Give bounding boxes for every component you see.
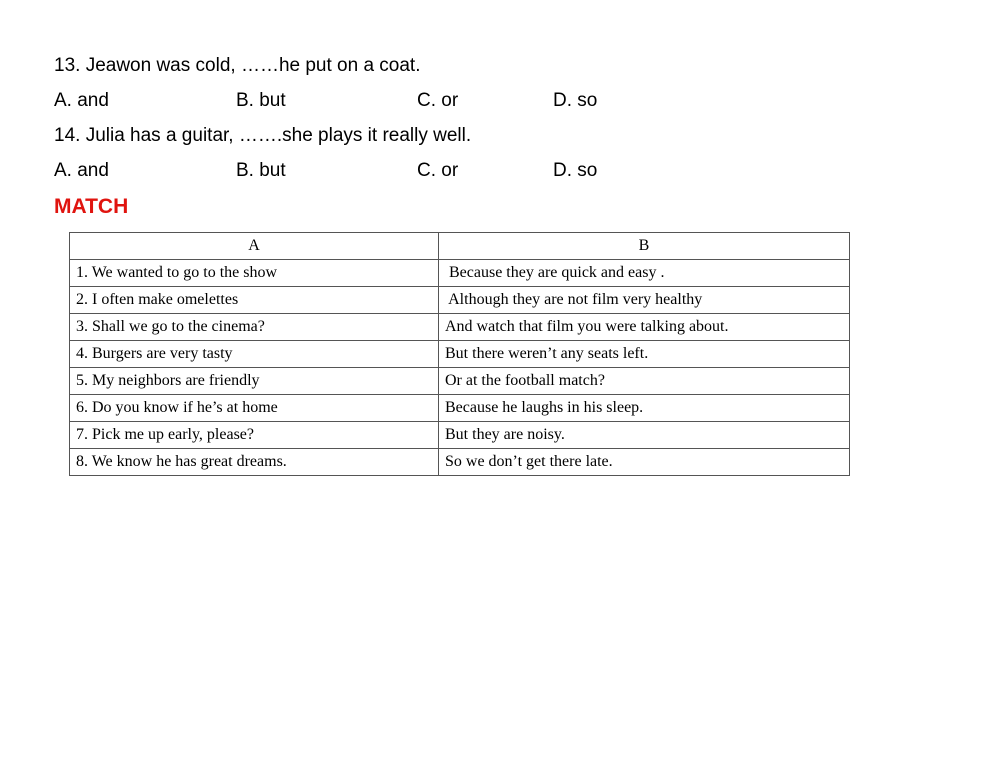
match-cell-b: So we don’t get there late. xyxy=(439,449,850,476)
question-13-option-c: C. or xyxy=(417,90,459,111)
table-row xyxy=(70,341,850,368)
column-a-header: A xyxy=(70,233,439,260)
question-14-option-c: C. or xyxy=(417,160,459,181)
match-cell-a: 5. My neighbors are friendly xyxy=(70,368,439,395)
match-cell-b: But there weren’t any seats left. xyxy=(439,341,850,368)
match-cell-b: Although they are not film very healthy xyxy=(439,287,850,314)
table-row xyxy=(70,314,850,341)
match-cell-b: But they are noisy. xyxy=(439,422,850,449)
table-row xyxy=(70,449,850,476)
table-row xyxy=(70,422,850,449)
match-cell-a: 1. We wanted to go to the show xyxy=(70,260,439,287)
question-13-option-d: D. so xyxy=(553,90,598,111)
table-row xyxy=(70,368,850,395)
match-cell-a: 2. I often make omelettes xyxy=(70,287,439,314)
match-cell-a: 7. Pick me up early, please? xyxy=(70,422,439,449)
column-b-header: B xyxy=(439,233,850,260)
table-row xyxy=(70,260,850,287)
table-row xyxy=(70,287,850,314)
question-14-option-d: D. so xyxy=(553,160,598,181)
question-13-option-a: A. and xyxy=(54,90,109,111)
question-13-option-b: B. but xyxy=(236,90,286,111)
question-14-stem: 14. Julia has a guitar, …….she plays it really well. xyxy=(54,125,472,146)
match-cell-b: Because he laughs in his sleep. xyxy=(439,395,850,422)
match-cell-b: Or at the football match? xyxy=(439,368,850,395)
question-14-option-a: A. and xyxy=(54,160,109,181)
table-row xyxy=(70,395,850,422)
match-heading: MATCH xyxy=(54,195,129,218)
question-14-option-b: B. but xyxy=(236,160,286,181)
match-cell-a: 8. We know he has great dreams. xyxy=(70,449,439,476)
question-13-stem: 13. Jeawon was cold, ……he put on a coat. xyxy=(54,55,421,76)
match-table xyxy=(69,232,850,476)
match-table-header-row xyxy=(70,233,850,260)
match-cell-a: 3. Shall we go to the cinema? xyxy=(70,314,439,341)
match-cell-a: 6. Do you know if he’s at home xyxy=(70,395,439,422)
match-cell-a: 4. Burgers are very tasty xyxy=(70,341,439,368)
match-cell-b: And watch that film you were talking about. xyxy=(439,314,850,341)
match-cell-b: Because they are quick and easy . xyxy=(439,260,850,287)
